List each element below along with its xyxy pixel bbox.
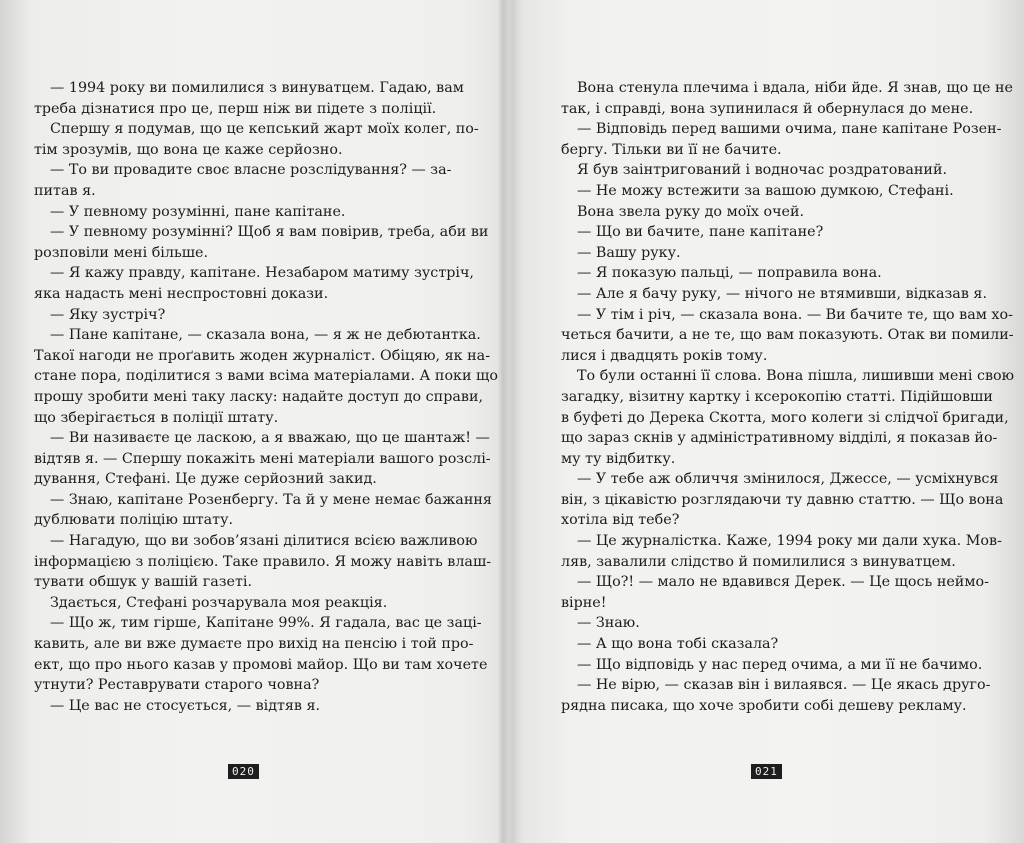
text-line: кавить, але ви вже думаєте про вихід на пенсію і той про- <box>34 636 474 653</box>
text-line: тім зрозумів, що вона це каже серйозно. <box>34 141 343 158</box>
text-line: — Я кажу правду, капітане. Незабаром матиму зустріч, <box>50 265 474 282</box>
text-line: бергу. Тільки ви її не бачите. <box>561 141 782 158</box>
text-line: — Яку зустріч? <box>50 306 166 323</box>
text-line: розповіли мені більше. <box>34 244 209 261</box>
text-line: що зараз скнів у адміністративному відділі, я показав йо- <box>561 430 998 447</box>
text-line: лися і двадцять років тому. <box>561 347 768 364</box>
text-line: інформацією з поліцією. Таке правило. Я можу навіть влаш- <box>34 553 492 570</box>
text-line: Вона стенула плечима і вдала, ніби йде. Я знав, що це не <box>577 80 1013 96</box>
text-line: — Що?! — мало не вдавився Дерек. — Це щось неймо- <box>577 574 989 591</box>
text-line: му ту відбитку. <box>561 450 676 467</box>
text-line: утнути? Реставрувати старого човна? <box>34 677 320 694</box>
text-line: загадку, візитну картку і ксерокопію статті. Підійшовши <box>561 388 993 405</box>
text-line: дублювати поліцію штату. <box>34 512 234 529</box>
text-line: — Знаю. <box>577 615 640 632</box>
text-line: — Що відповідь у нас перед очима, а ми її не бачимо. <box>577 656 983 673</box>
book-gutter <box>498 0 508 843</box>
text-line: — А що вона тобі сказала? <box>577 636 779 653</box>
text-line: хотіла від тебе? <box>561 512 680 529</box>
text-line: треба дізнатися про це, перш ніж ви підете з поліції. <box>34 100 437 117</box>
text-line: ляв, завалили слідство й помилилися з винуватцем. <box>561 553 956 570</box>
text-line: що зберігається в поліції штату. <box>34 409 279 426</box>
text-line: ект, що про нього казав у промові майор. Що ви там хочете <box>34 656 488 673</box>
right-page-text <box>561 78 1015 716</box>
text-line: — Не вірю, — сказав він і вилаявся. — Це якась друго- <box>577 677 991 694</box>
text-line: так, і справді, вона зупинилася й обернулася до мене. <box>561 100 974 117</box>
text-line: — Знаю, капітане Розенбергу. Та й у мене немає бажання <box>50 491 492 508</box>
text-line: — 1994 року ви помилилися з винуватцем. Гадаю, вам <box>50 80 464 96</box>
text-line: Такої нагоди не проґавить жоден журналіст. Обіцяю, як на- <box>34 347 491 364</box>
text-line: — Що ви бачите, пане капітане? <box>577 224 824 241</box>
text-line: — У тебе аж обличчя змінилося, Джессе, — усміхнувся <box>577 471 999 488</box>
text-line: стане пора, поділитися з вами всіма матеріалами. А поки що <box>34 368 498 385</box>
text-line: — У певному розумінні, пане капітане. <box>50 203 346 220</box>
text-line: То були останні її слова. Вона пішла, лишивши мені свою <box>577 368 1015 385</box>
left-page-text <box>34 78 498 716</box>
text-line: — У певному розумінні? Щоб я вам повірив, треба, аби ви <box>50 224 489 241</box>
text-line: Здається, Стефані розчарувала моя реакція. <box>50 594 388 611</box>
left-page-number: 020 <box>228 764 259 779</box>
text-line: — Це журналістка. Каже, 1994 року ми дали хука. Мов- <box>577 533 1002 550</box>
text-line: — У тім і річ, — сказала вона. — Ви бачите те, що вам хо- <box>577 306 1013 323</box>
text-line: вірне! <box>561 594 607 611</box>
text-line: тувати обшук у вашій газеті. <box>34 574 253 591</box>
text-line: — Нагадую, що ви зобов’язані ділитися всією важливою <box>50 533 478 550</box>
text-line: — Пане капітане, — сказала вона, — я ж не дебютантка. <box>50 327 481 344</box>
text-line: — Але я бачу руку, — нічого не втямивши, відказав я. <box>577 285 987 302</box>
text-line: питав я. <box>34 182 96 199</box>
text-line: відтяв я. — Спершу покажіть мені матеріали вашого розслі- <box>34 450 491 467</box>
text-line: четься бачити, а не те, що вам показують. Отак ви помили- <box>561 327 1014 344</box>
text-line: — Це вас не стосується, — відтяв я. <box>50 697 321 714</box>
text-line: яка надасть мені неспростовні докази. <box>34 285 329 302</box>
text-line: — Відповідь перед вашими очима, пане капітане Розен- <box>577 121 1002 138</box>
text-line: — Що ж, тим гірше, Капітане 99%. Я гадала, вас це заці- <box>50 615 482 632</box>
text-line: Я був заінтригований і водночас роздратований. <box>577 162 948 179</box>
text-line: прошу зробити мені таку ласку: надайте доступ до справи, <box>34 388 484 405</box>
right-page-number: 021 <box>751 764 782 779</box>
text-line: дування, Стефані. Це дуже серйозний закид. <box>34 471 377 488</box>
text-line: — Не можу встежити за вашою думкою, Стефані. <box>577 182 954 199</box>
text-line: він, з цікавістю розглядаючи ту давню статтю. — Що вона <box>561 491 1004 508</box>
text-line: — Вашу руку. <box>577 244 681 261</box>
text-line: в буфеті до Дерека Скотта, мого колеги зі слідчої бригади, <box>561 409 1009 426</box>
text-line: — То ви провадите своє власне розслідування? — за- <box>50 162 452 179</box>
text-line: — Ви називаєте це ласкою, а я вважаю, що це шантаж! — <box>50 430 490 447</box>
text-line: рядна писака, що хоче зробити собі дешеву рекламу. <box>561 697 967 714</box>
text-line: Вона звела руку до моїх очей. <box>577 203 805 220</box>
text-line: Спершу я подумав, що це кепський жарт моїх колег, по- <box>50 121 479 138</box>
text-line: — Я показую пальці, — поправила вона. <box>577 265 882 282</box>
